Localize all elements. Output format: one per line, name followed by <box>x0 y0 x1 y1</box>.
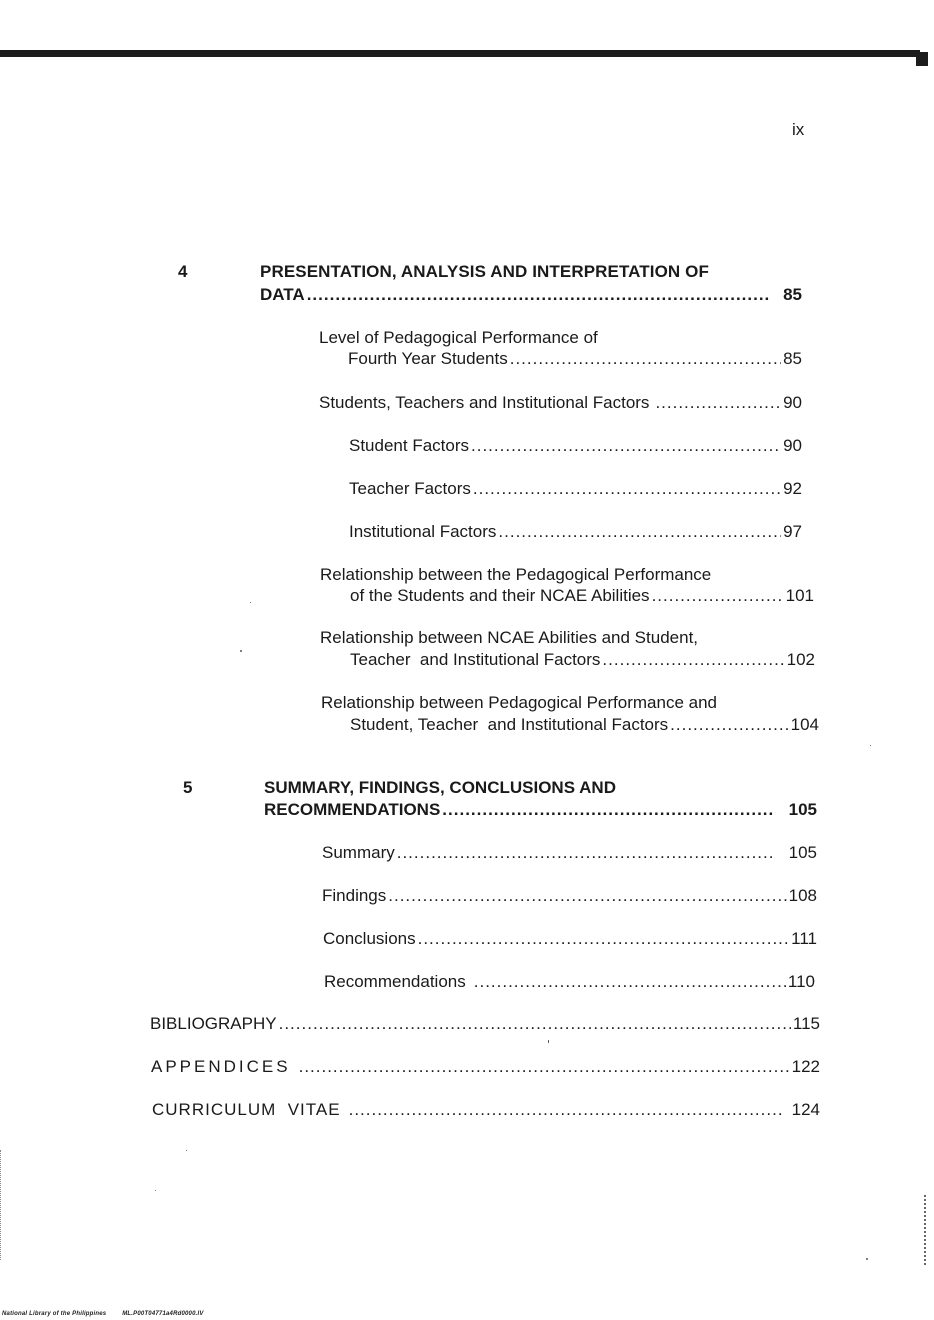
toc-entry-page: 90 <box>783 436 802 455</box>
toc-entry-page: 104 <box>790 715 819 734</box>
toc-entry-page: 101 <box>785 586 814 605</box>
dot-leader <box>307 285 769 305</box>
dot-leader <box>442 800 772 820</box>
scan-footer <box>2 1311 218 1317</box>
page-number: ix <box>792 120 805 139</box>
toc-entry-curriculum-vitae[interactable] <box>152 1100 820 1120</box>
toc-entry-bibliography[interactable] <box>150 1014 820 1034</box>
toc-entry-label: Students, Teachers and Institutional Factors <box>319 393 650 412</box>
chapter-4-number: 4 <box>178 262 188 281</box>
toc-entry-appendices[interactable] <box>151 1057 820 1077</box>
scan-speck <box>870 745 871 746</box>
dot-leader <box>418 929 790 949</box>
toc-entry-relationship-performance: Relationship between Pedagogical Performance and <box>321 693 717 712</box>
dot-leader <box>279 1014 791 1034</box>
scan-speck <box>548 1040 549 1043</box>
toc-entry-relationship-performance-line[interactable] <box>350 715 819 735</box>
scan-speck <box>250 602 251 603</box>
toc-entry-pedagogical-performance: Level of Pedagogical Performance of <box>319 328 598 347</box>
toc-entry-label: Recommendations <box>324 972 466 991</box>
toc-entry-factors[interactable] <box>319 393 802 413</box>
toc-entry-page: 102 <box>786 650 815 669</box>
toc-entry-label: BIBLIOGRAPHY <box>150 1014 277 1033</box>
chapter-5-title-line[interactable] <box>264 800 817 820</box>
toc-entry-relationship-ncae-line[interactable] <box>350 586 814 606</box>
dot-leader <box>397 843 775 863</box>
dot-leader <box>388 886 786 906</box>
dot-leader <box>602 650 784 670</box>
chapter-4-page: 85 <box>783 285 802 304</box>
toc-entry-label: Institutional Factors <box>349 522 497 541</box>
toc-entry-label: Fourth Year Students <box>348 349 508 368</box>
toc-entry-page: 85 <box>783 349 802 368</box>
scan-corner-mark <box>916 52 928 66</box>
dot-leader <box>474 972 786 992</box>
chapter-5-title-cont: RECOMMENDATIONS <box>264 800 441 819</box>
dot-leader <box>670 715 788 735</box>
toc-entry-label: Findings <box>322 886 387 905</box>
dot-leader <box>655 393 781 413</box>
scan-speck <box>155 1190 156 1191</box>
chapter-4-title-line[interactable] <box>260 285 802 305</box>
scan-speck <box>866 1258 868 1260</box>
toc-entry-relationship-ncae: Relationship between the Pedagogical Performance <box>320 565 712 584</box>
toc-entry-label: Teacher Factors <box>349 479 471 498</box>
toc-entry-page: 122 <box>791 1057 820 1076</box>
toc-entry-relationship-factors: Relationship between NCAE Abilities and Student, <box>320 628 699 647</box>
toc-entry-pedagogical-performance-line[interactable] <box>348 349 802 369</box>
dot-leader <box>471 436 781 456</box>
toc-entry-label: of the Students and their NCAE Abilities <box>350 586 650 605</box>
toc-entry-relationship-factors-line[interactable] <box>350 650 815 670</box>
dot-leader <box>498 522 781 542</box>
toc-entry-page: 115 <box>792 1014 820 1033</box>
toc-entry-label: Conclusions <box>323 929 416 948</box>
toc-entry-label: CURRICULUM VITAE <box>152 1100 341 1119</box>
dot-leader <box>299 1057 790 1077</box>
footer-code: ML.P00T04771a4Rd0000.IV <box>122 1311 204 1317</box>
toc-entry-recommendations[interactable] <box>324 972 815 992</box>
toc-entry-label: Teacher and Institutional Factors <box>350 650 601 669</box>
toc-entry-page: 124 <box>791 1100 820 1119</box>
toc-entry-page: 90 <box>783 393 802 412</box>
toc-entry-findings[interactable] <box>322 886 817 906</box>
chapter-5-number: 5 <box>183 778 193 797</box>
scan-right-edge <box>924 1195 931 1265</box>
footer-library: National Library of the Philippines <box>2 1311 107 1317</box>
toc-entry-summary[interactable] <box>322 843 817 863</box>
chapter-5-page: 105 <box>788 800 817 819</box>
scan-speck <box>240 650 242 652</box>
toc-entry-page: 97 <box>783 522 802 541</box>
chapter-5-title: SUMMARY, FINDINGS, CONCLUSIONS AND <box>264 778 616 797</box>
scan-speck <box>186 1150 187 1151</box>
toc-entry-page: 110 <box>787 972 815 991</box>
toc-entry-page: 111 <box>791 929 817 948</box>
toc-entry-institutional-factors[interactable] <box>349 522 802 542</box>
dot-leader <box>510 349 781 369</box>
toc-entry-label: APPENDICES <box>151 1057 291 1076</box>
scan-left-edge <box>0 1150 5 1260</box>
dot-leader <box>652 586 784 606</box>
chapter-4-title-cont: DATA <box>260 285 305 304</box>
dot-leader <box>349 1100 784 1120</box>
toc-entry-teacher-factors[interactable] <box>349 479 802 499</box>
toc-entry-label: Student, Teacher and Institutional Factors <box>350 715 669 734</box>
scan-top-border <box>0 50 920 57</box>
toc-entry-conclusions[interactable] <box>323 929 817 949</box>
toc-entry-student-factors[interactable] <box>349 436 802 456</box>
toc-entry-page: 92 <box>783 479 802 498</box>
toc-entry-page: 105 <box>788 843 817 862</box>
toc-entry-label: Student Factors <box>349 436 470 455</box>
chapter-4-title: PRESENTATION, ANALYSIS AND INTERPRETATION OF <box>260 262 709 281</box>
toc-entry-page: 108 <box>788 886 817 905</box>
dot-leader <box>473 479 781 499</box>
toc-entry-label: Summary <box>322 843 395 862</box>
